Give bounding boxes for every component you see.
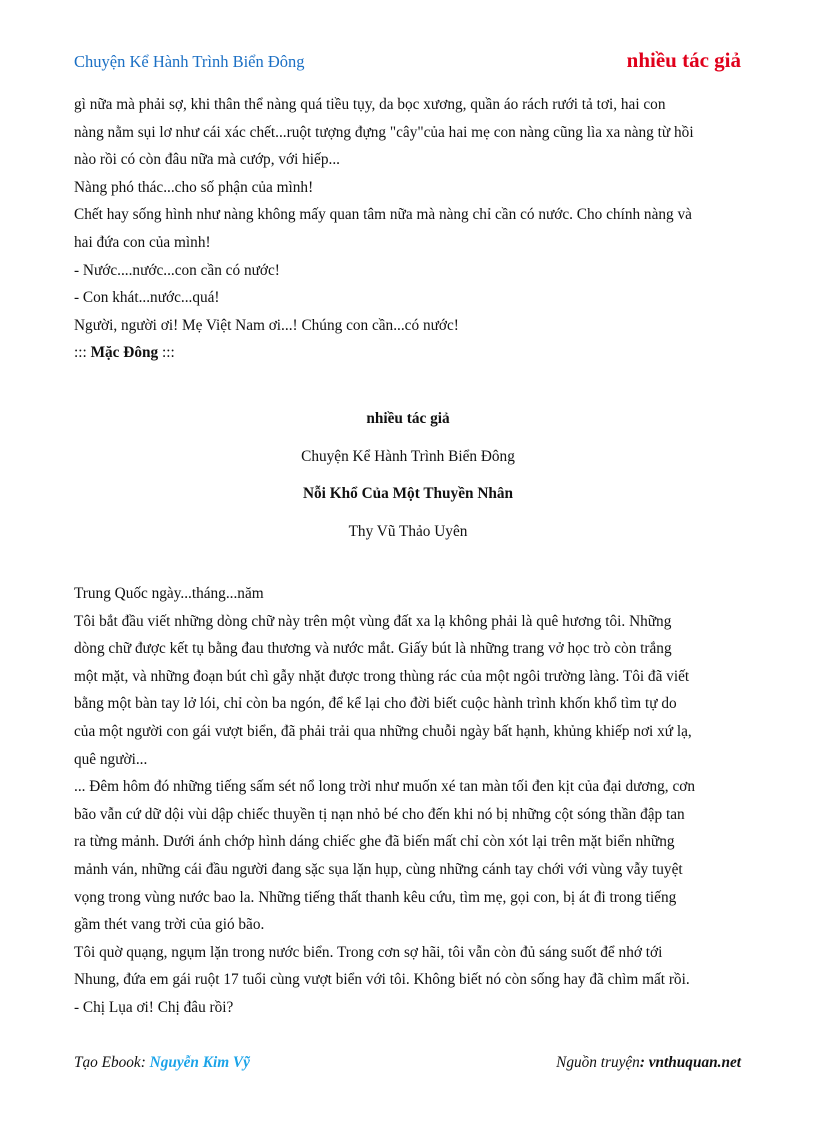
source-sep: : [639, 1054, 649, 1071]
text-line: bão vẫn cứ dữ dội vùi dập chiếc thuyền tị nạn nhỏ bé cho đến khi nó bị những cột sóng thần đập tan [74, 805, 685, 823]
text-line: nàng nằm sụi lơ như cái xác chết...ruột tượng đựng "cây"của hai mẹ con nàng cũng lìa xa nàng từ hồi [74, 123, 694, 141]
text-line: Tôi quờ quạng, ngụm lặn trong nước biển. Trong cơn sợ hãi, tôi vẫn còn đủ sáng suốt để nhớ tới [74, 943, 663, 961]
text-line: Người, người ơi! Mẹ Việt Nam ơi...! Chúng con cần...có nước! [74, 316, 459, 334]
source-credit [556, 1054, 741, 1072]
text-line: dòng chữ được kết tụ bằng đau thương và nước mắt. Giấy bút là những trang vở học trò còn trắng [74, 640, 672, 658]
story-heading [74, 400, 742, 550]
text-line: gầm thét vang trời của gió bão. [74, 916, 265, 934]
header-book-title: Chuyện Kể Hành Trình Biển Đông [74, 52, 305, 71]
source-site-link[interactable]: vnthuquan.net [648, 1054, 741, 1071]
text-line: Nàng phó thác...cho số phận của mình! [74, 178, 314, 196]
story-body [74, 580, 742, 1022]
story-book-title: Chuyện Kể Hành Trình Biển Đông [301, 447, 515, 465]
ebook-creator-link[interactable]: Nguyễn Kim Vỹ [149, 1054, 250, 1071]
source-label: Nguồn truyện [556, 1054, 640, 1071]
text-line: Nhung, đứa em gái ruột 17 tuổi cùng vượt biển với tôi. Không biết nó còn sống hay đã chìm mất rồi. [74, 971, 690, 989]
story-title: Nỗi Khổ Của Một Thuyền Nhân [302, 485, 514, 502]
text-line: Trung Quốc ngày...tháng...năm [74, 585, 264, 602]
signature-line [74, 339, 742, 367]
ebook-sep: : [140, 1054, 150, 1071]
text-line: một mặt, và những đoạn bút chì gẫy nhặt được trong thùng rác của một ngôi trường làng. Tôi đã viết [74, 667, 690, 685]
page-header [74, 50, 741, 76]
text-line: ra từng mảnh. Dưới ánh chớp hình dáng chiếc ghe đã biến mất chỉ còn xót lại trên mặt biển những [74, 833, 675, 851]
text-line: quê người... [74, 750, 148, 768]
text-line: hai đứa con của mình! [74, 233, 211, 251]
text-line: Chết hay sống hình như nàng không mấy quan tâm nữa mà nàng chỉ cần có nước. Cho chính nàng và [74, 206, 692, 224]
text-line: của một người con gái vượt biển, đã phải trải qua những chuỗi ngày bất hạnh, khủng khiếp nơi xứ lạ, [74, 722, 692, 740]
signature-prefix: ::: [74, 344, 91, 362]
text-line: vọng trong vùng nước bao la. Những tiếng thất thanh kêu cứu, tìm mẹ, gọi con, bị át đi trong tiếng [74, 888, 677, 906]
signature-suffix: ::: [158, 344, 175, 362]
text-line: - Nước....nước...con cần có nước! [74, 261, 280, 279]
text-line: Tôi bắt đầu viết những dòng chữ này trên một vùng đất xa lạ không phải là quê hương tôi. Những [74, 612, 672, 630]
text-line: bằng một bàn tay lở lói, chỉ còn ba ngón, để kể lại cho đời biết cuộc hành trình khốn khổ tìm tự do [74, 695, 677, 713]
signature-name: Mặc Đông [90, 344, 159, 362]
text-line: nào rồi có còn đâu nữa mà cướp, với hiếp... [74, 151, 340, 169]
text-line: ... Đêm hôm đó những tiếng sấm sét nổ long trời như muốn xé tan màn tối đen kịt của đại dương, cơn [74, 778, 695, 796]
text-line: - Con khát...nước...quá! [74, 289, 220, 307]
header-author: nhiều tác giả [626, 48, 741, 72]
story-author-group: nhiều tác giả [366, 410, 450, 427]
ebook-label: Tạo Ebook [74, 1054, 141, 1071]
text-line: mảnh ván, những cái đầu người đang sặc sụa lặn hụp, cùng những cánh tay chới với vùng vẫy tuyệt [74, 860, 683, 878]
text-line: - Chị Lụa ơi! Chị đâu rồi? [74, 998, 234, 1016]
page-footer [74, 1054, 741, 1078]
story-author: Thy Vũ Thảo Uyên [348, 522, 468, 540]
ebook-credit [74, 1054, 250, 1072]
text-line: gì nữa mà phải sợ, khi thân thể nàng quá tiều tụy, da bọc xương, quần áo rách rưới tả tơi, hai con [74, 96, 666, 113]
previous-story-ending [74, 91, 742, 367]
